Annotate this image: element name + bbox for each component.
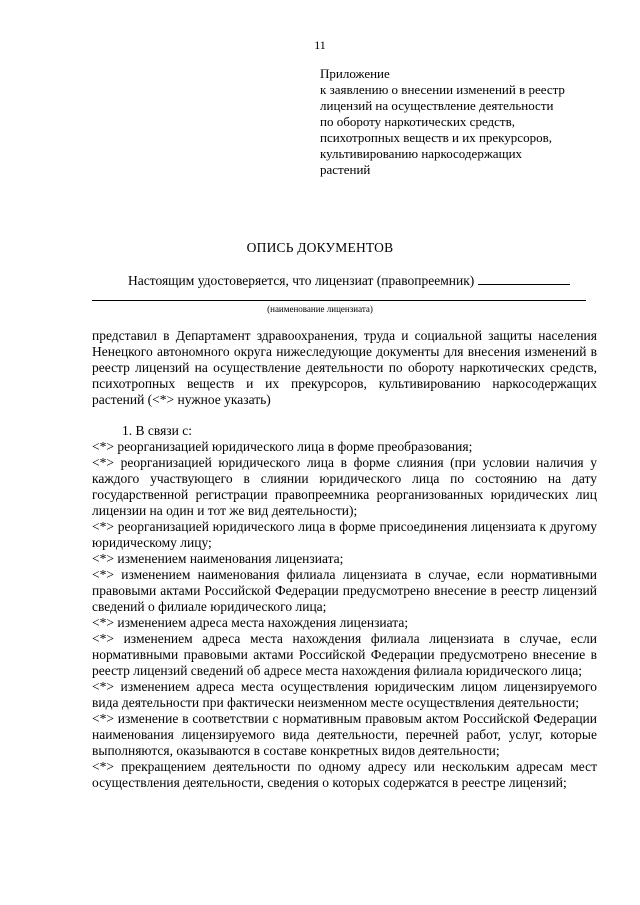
list-item: <*> прекращением деятельности по одному адресу или нескольким адресам мест осуществления деятельности, сведения о которых содержатся в реестре лицензий;	[92, 759, 597, 790]
appendix-line: к заявлению о внесении изменений в реестр	[320, 82, 565, 97]
list-item: <*> изменением адреса места осуществления юридическим лицом лицензируемого вида деятельности при фактически неизменном месте осуществления деятельности;	[92, 679, 597, 710]
appendix-header	[320, 66, 610, 178]
list-item: <*> изменение в соответствии с нормативным правовым актом Российской Федерации наименования лицензируемого вида деятельности, перечней работ, услуг, которые выполняются, оказываются в составе конкретных видов деятельности;	[92, 711, 597, 758]
list-item: <*> реорганизацией юридического лица в форме присоединения лицензиата к другому юридическому лицу;	[92, 519, 597, 550]
list-item: <*> изменением наименования филиала лицензиата в случае, если нормативными правовыми актами Российской Федерации предусмотрено внесение в реестр лицензий сведений о филиале юридического лица;	[92, 567, 597, 614]
list-item: <*> изменением наименования лицензиата;	[92, 551, 344, 566]
intro-paragraph-block	[92, 328, 597, 408]
list-item: <*> реорганизацией юридического лица в форме слияния (при условии наличия у каждого участвующего в слиянии юридического лица по состоянию на дату государственной регистрации правопреемника реорганизованных юридических лиц лицензии на один и тот же вид деятельности);	[92, 455, 597, 518]
appendix-line: лицензий на осуществление деятельности	[320, 98, 554, 113]
licensee-caption: (наименование лицензиата)	[267, 304, 373, 314]
certify-text: Настоящим удостоверяется, что лицензиат (правопреемник)	[128, 273, 475, 288]
document-title: ОПИСЬ ДОКУМЕНТОВ	[246, 240, 394, 255]
certify-line	[128, 272, 608, 289]
page-number: 11	[314, 38, 326, 52]
appendix-line: растений	[320, 162, 371, 177]
section-heading: 1. В связи с:	[122, 423, 192, 438]
appendix-line: культивированию наркосодержащих	[320, 146, 523, 161]
appendix-line: Приложение	[320, 66, 390, 81]
appendix-line: психотропных веществ и их прекурсоров,	[320, 130, 552, 145]
intro-paragraph: представил в Департамент здравоохранения, труда и социальной защиты населения Ненецкого автономного округа нижеследующие документы для внесения изменений в реестр лицензий на осуществление деятельности по обороту наркотических средств, психотропных веществ и их прекурсоров, культивированию наркосодержащих растений (<*> нужное указать)	[92, 328, 597, 407]
list-item: <*> изменением адреса места нахождения филиала лицензиата в случае, если нормативными правовыми актами Российской Федерации предусмотрено внесение в реестр лицензий сведений об адресе места нахождения филиала юридического лица;	[92, 631, 597, 678]
licensee-blank[interactable]	[478, 272, 570, 285]
list-item: <*> реорганизацией юридического лица в форме преобразования;	[92, 439, 473, 454]
licensee-name-field[interactable]	[92, 300, 586, 301]
list-item: <*> изменением адреса места нахождения лицензиата;	[92, 615, 409, 630]
reasons-list	[92, 423, 597, 791]
appendix-line: по обороту наркотических средств,	[320, 114, 516, 129]
